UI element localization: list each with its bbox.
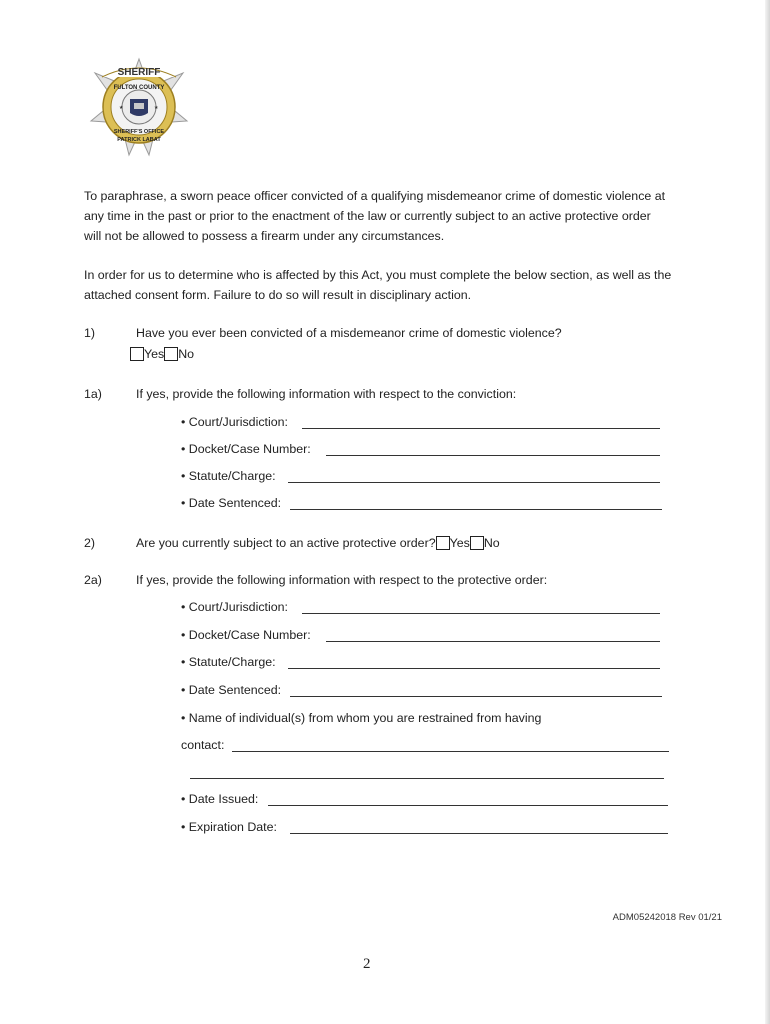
question-1-text: Have you ever been convicted of a misdemeanor crime of domestic violence? <box>136 326 562 340</box>
svg-text:★: ★ <box>154 105 159 111</box>
question-1-yes-label: Yes <box>144 347 165 361</box>
q2a-restrained-label: • Name of individual(s) from whom you are restrained from having <box>181 711 542 725</box>
q2a-date-sentenced-label: • Date Sentenced: <box>181 683 282 697</box>
question-1-options <box>130 347 194 361</box>
question-2-yes-checkbox[interactable] <box>436 536 450 550</box>
question-2a-number: 2a) <box>84 573 102 587</box>
question-2-no-checkbox[interactable] <box>470 536 484 550</box>
q2a-docket-label: • Docket/Case Number: <box>181 628 311 642</box>
q2a-court-label: • Court/Jurisdiction: <box>181 600 288 614</box>
q1a-date-sentenced-label: • Date Sentenced: <box>181 496 282 510</box>
intro-paragraph-2 <box>84 265 724 305</box>
form-revision-code: ADM05242018 Rev 01/21 <box>612 912 722 923</box>
intro-line: attached consent form. Failure to do so will result in disciplinary action. <box>84 288 472 302</box>
q2a-statute-label: • Statute/Charge: <box>181 655 276 669</box>
question-1a-number: 1a) <box>84 387 102 401</box>
q2a-contact-label: contact: <box>181 738 225 752</box>
badge-arc-text: FULTON COUNTY <box>113 85 165 91</box>
q2a-docket-field[interactable] <box>326 641 660 642</box>
q2a-contact-field[interactable] <box>232 751 669 752</box>
question-1-yes-checkbox[interactable] <box>130 347 144 361</box>
intro-paragraph-1 <box>84 186 724 246</box>
question-2a-text: If yes, provide the following information with respect to the protective order: <box>136 573 548 587</box>
q1a-court-label: • Court/Jurisdiction: <box>181 415 288 429</box>
q2a-expiration-date-label: • Expiration Date: <box>181 820 277 834</box>
sheriff-badge-logo <box>80 55 198 167</box>
intro-line: To paraphrase, a sworn peace officer convicted of a qualifying misdemeanor crime of domestic violence at <box>84 189 666 203</box>
q2a-date-issued-label: • Date Issued: <box>181 792 259 806</box>
question-1-no-checkbox[interactable] <box>164 347 178 361</box>
svg-text:★: ★ <box>119 105 124 111</box>
question-2-yes-label: Yes <box>449 536 470 550</box>
question-2-number: 2) <box>84 536 96 550</box>
intro-line: any time in the past or prior to the enactment of the law or currently subject to an active protective order <box>84 209 651 223</box>
q2a-date-issued-field[interactable] <box>268 805 668 806</box>
page-number: 2 <box>363 956 371 972</box>
question-2-no-label: No <box>483 536 500 550</box>
q2a-contact-field-line-2[interactable] <box>190 778 664 779</box>
scan-edge-shadow <box>765 0 770 1024</box>
badge-title: SHERIFF <box>117 67 161 78</box>
q1a-docket-field[interactable] <box>326 455 660 456</box>
question-1-no-label: No <box>178 347 195 361</box>
question-1-number: 1) <box>84 326 96 340</box>
badge-bottom-text-2: PATRICK LABAT <box>117 137 161 143</box>
question-2-text: Are you currently subject to an active protective order? <box>136 536 436 550</box>
q2a-date-sentenced-field[interactable] <box>290 696 662 697</box>
intro-line: will not be allowed to possess a firearm under any circumstances. <box>84 229 445 243</box>
intro-line: In order for us to determine who is affected by this Act, you must complete the below section, as well as the <box>84 268 672 282</box>
q1a-date-sentenced-field[interactable] <box>290 509 662 510</box>
q1a-court-field[interactable] <box>302 428 660 429</box>
question-2-row <box>136 536 500 550</box>
q1a-statute-field[interactable] <box>288 482 660 483</box>
q2a-expiration-date-field[interactable] <box>290 833 668 834</box>
q1a-statute-label: • Statute/Charge: <box>181 469 276 483</box>
q2a-court-field[interactable] <box>302 613 660 614</box>
question-1a-text: If yes, provide the following information with respect to the conviction: <box>136 387 517 401</box>
badge-bottom-text-1: SHERIFF'S OFFICE <box>113 129 165 135</box>
q1a-docket-label: • Docket/Case Number: <box>181 442 311 456</box>
q2a-statute-field[interactable] <box>288 668 660 669</box>
